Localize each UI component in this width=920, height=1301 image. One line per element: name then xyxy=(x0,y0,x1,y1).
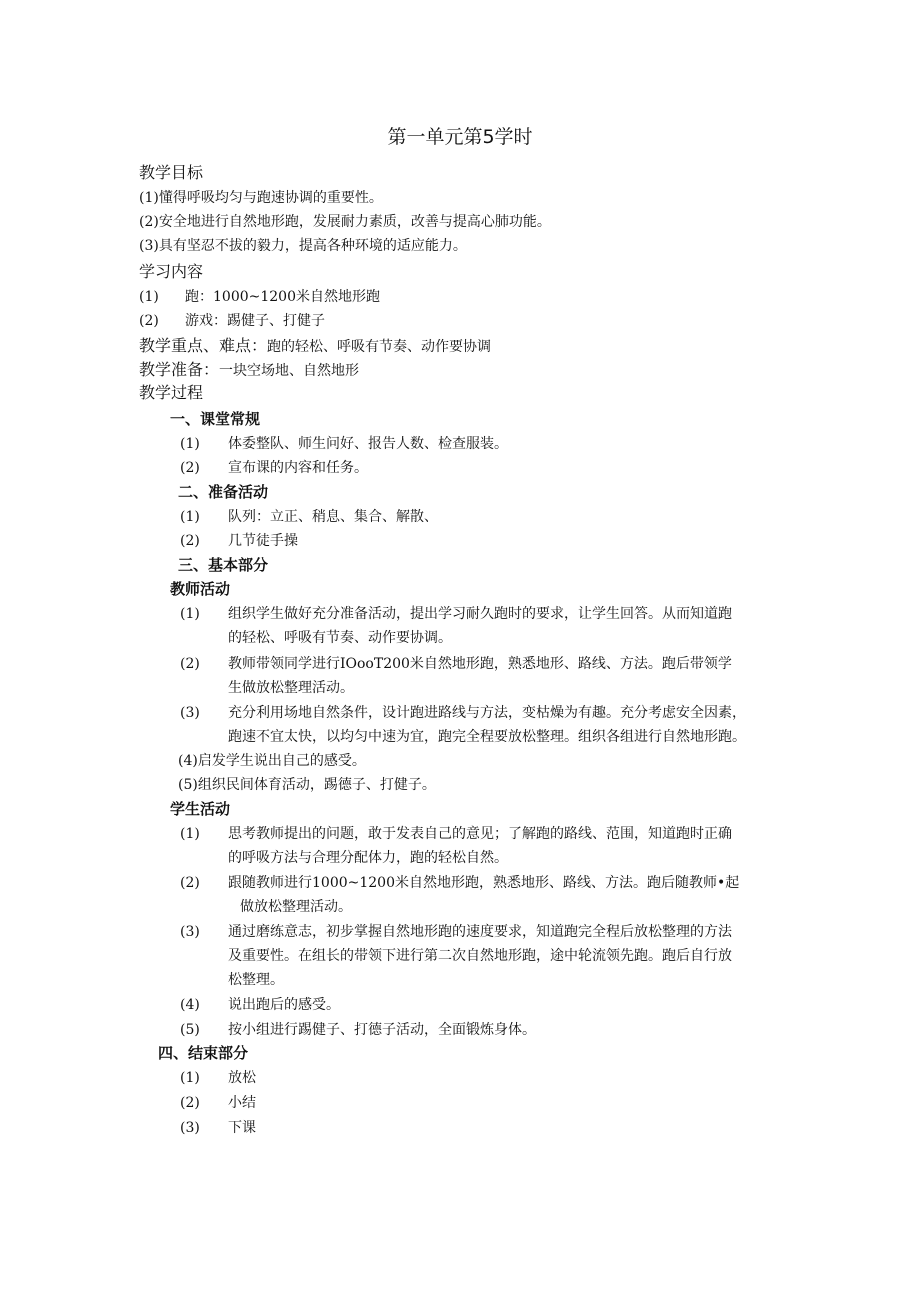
item-text: 小结 xyxy=(228,1095,256,1111)
item-text-line: 的呼吸方法与合理分配体力，跑的轻松自然。 xyxy=(228,850,508,866)
basic-heading: 三、基本部分 xyxy=(178,556,269,574)
routine-heading: 一、课堂常规 xyxy=(170,410,261,428)
item-number: (1) xyxy=(180,509,200,525)
keypoints-text: 跑的轻松、呼吸有节奏、动作要协调 xyxy=(267,339,492,355)
teacher-heading: 教师活动 xyxy=(170,580,231,598)
item-text-line: 教师带领同学进行IOooT200米自然地形跑，熟悉地形、路线、方法。跑后带领学 xyxy=(228,656,732,672)
item-text: 体委整队、师生问好、报告人数、检查服装。 xyxy=(228,436,508,452)
preparation-text: 一块空场地、自然地形 xyxy=(219,363,360,379)
item-number: (2) xyxy=(139,313,159,329)
item-text-line: 说出跑后的感受。 xyxy=(228,997,340,1013)
item-number: (1) xyxy=(180,606,200,622)
keypoints-line xyxy=(139,335,491,357)
item-text-line: 松整理。 xyxy=(228,972,284,988)
goal-item: (1)懂得呼吸均匀与跑速协调的重要性。 xyxy=(139,190,383,206)
process-heading: 教学过程 xyxy=(139,383,204,402)
item-text-line: 组织学生做好充分准备活动，提出学习耐久跑时的要求，让学生回答。从而知道跑 xyxy=(228,606,732,622)
item-text: 游戏：踢健子、打健子 xyxy=(185,313,325,329)
goals-heading: 教学目标 xyxy=(139,163,204,182)
content-heading: 学习内容 xyxy=(139,262,204,281)
item-text: 几节徒手操 xyxy=(228,533,298,549)
item-text-line: 充分利用场地自然条件，设计跑进路线与方法，变枯燥为有趣。充分考虑安全因素， xyxy=(228,705,746,721)
warmup-heading: 二、准备活动 xyxy=(178,483,269,501)
item-text-line: 跟随教师进行1000~1200米自然地形跑，熟悉地形、路线、方法。跑后随教师•起 xyxy=(228,875,740,891)
teacher-extra-item: (4)启发学生说出自己的感受。 xyxy=(178,753,366,769)
item-text: 跑：1000~1200米自然地形跑 xyxy=(185,289,380,305)
preparation-line xyxy=(139,359,359,381)
ending-heading: 四、结束部分 xyxy=(158,1044,249,1062)
goal-item: (2)安全地进行自然地形跑，发展耐力素质，改善与提高心肺功能。 xyxy=(139,214,551,230)
item-text-line: 生做放松整理活动。 xyxy=(228,680,354,696)
item-text-line: 跑速不宜太快，以均匀中速为宜，跑完全程要放松整理。组织各组进行自然地形跑。 xyxy=(228,729,746,745)
item-number: (2) xyxy=(180,533,200,549)
item-number: (3) xyxy=(180,1120,200,1136)
item-text-line: 按小组进行踢健子、打德子活动，全面锻炼身体。 xyxy=(228,1022,536,1038)
item-number: (2) xyxy=(180,460,200,476)
item-number: (5) xyxy=(180,1022,200,1038)
item-number: (1) xyxy=(139,289,159,305)
item-text: 队列：立正、稍息、集合、解散、 xyxy=(228,509,438,525)
item-text-line: 做放松整理活动。 xyxy=(240,899,352,915)
item-number: (1) xyxy=(180,826,200,842)
item-text: 宣布课的内容和任务。 xyxy=(228,460,368,476)
item-text-line: 思考教师提出的问题，敢于发表自己的意见；了解跑的路线、范围，知道跑时正确 xyxy=(228,826,732,842)
item-number: (3) xyxy=(180,924,200,940)
page-title: 第一单元第5学时 xyxy=(387,126,533,148)
item-number: (2) xyxy=(180,1095,200,1111)
item-number: (1) xyxy=(180,1070,200,1086)
item-number: (2) xyxy=(180,875,200,891)
item-number: (1) xyxy=(180,436,200,452)
keypoints-label: 教学重点、难点： xyxy=(139,336,268,355)
item-text-line: 及重要性。在组长的带领下进行第二次自然地形跑，途中轮流领先跑。跑后自行放 xyxy=(228,948,732,964)
item-number: (3) xyxy=(180,705,200,721)
preparation-label: 教学准备： xyxy=(139,360,220,379)
item-text: 放松 xyxy=(228,1070,256,1086)
goal-item: (3)具有坚忍不拔的毅力，提高各种环境的适应能力。 xyxy=(139,238,467,254)
teacher-extra-item: (5)组织民间体育活动，踢德子、打健子。 xyxy=(178,777,436,793)
item-number: (4) xyxy=(180,997,200,1013)
item-text: 下课 xyxy=(228,1120,256,1136)
item-number: (2) xyxy=(180,656,200,672)
item-text-line: 通过磨练意志，初步掌握自然地形跑的速度要求，知道跑完全程后放松整理的方法 xyxy=(228,924,732,940)
student-heading: 学生活动 xyxy=(170,800,231,818)
item-text-line: 的轻松、呼吸有节奏、动作要协调。 xyxy=(228,630,452,646)
